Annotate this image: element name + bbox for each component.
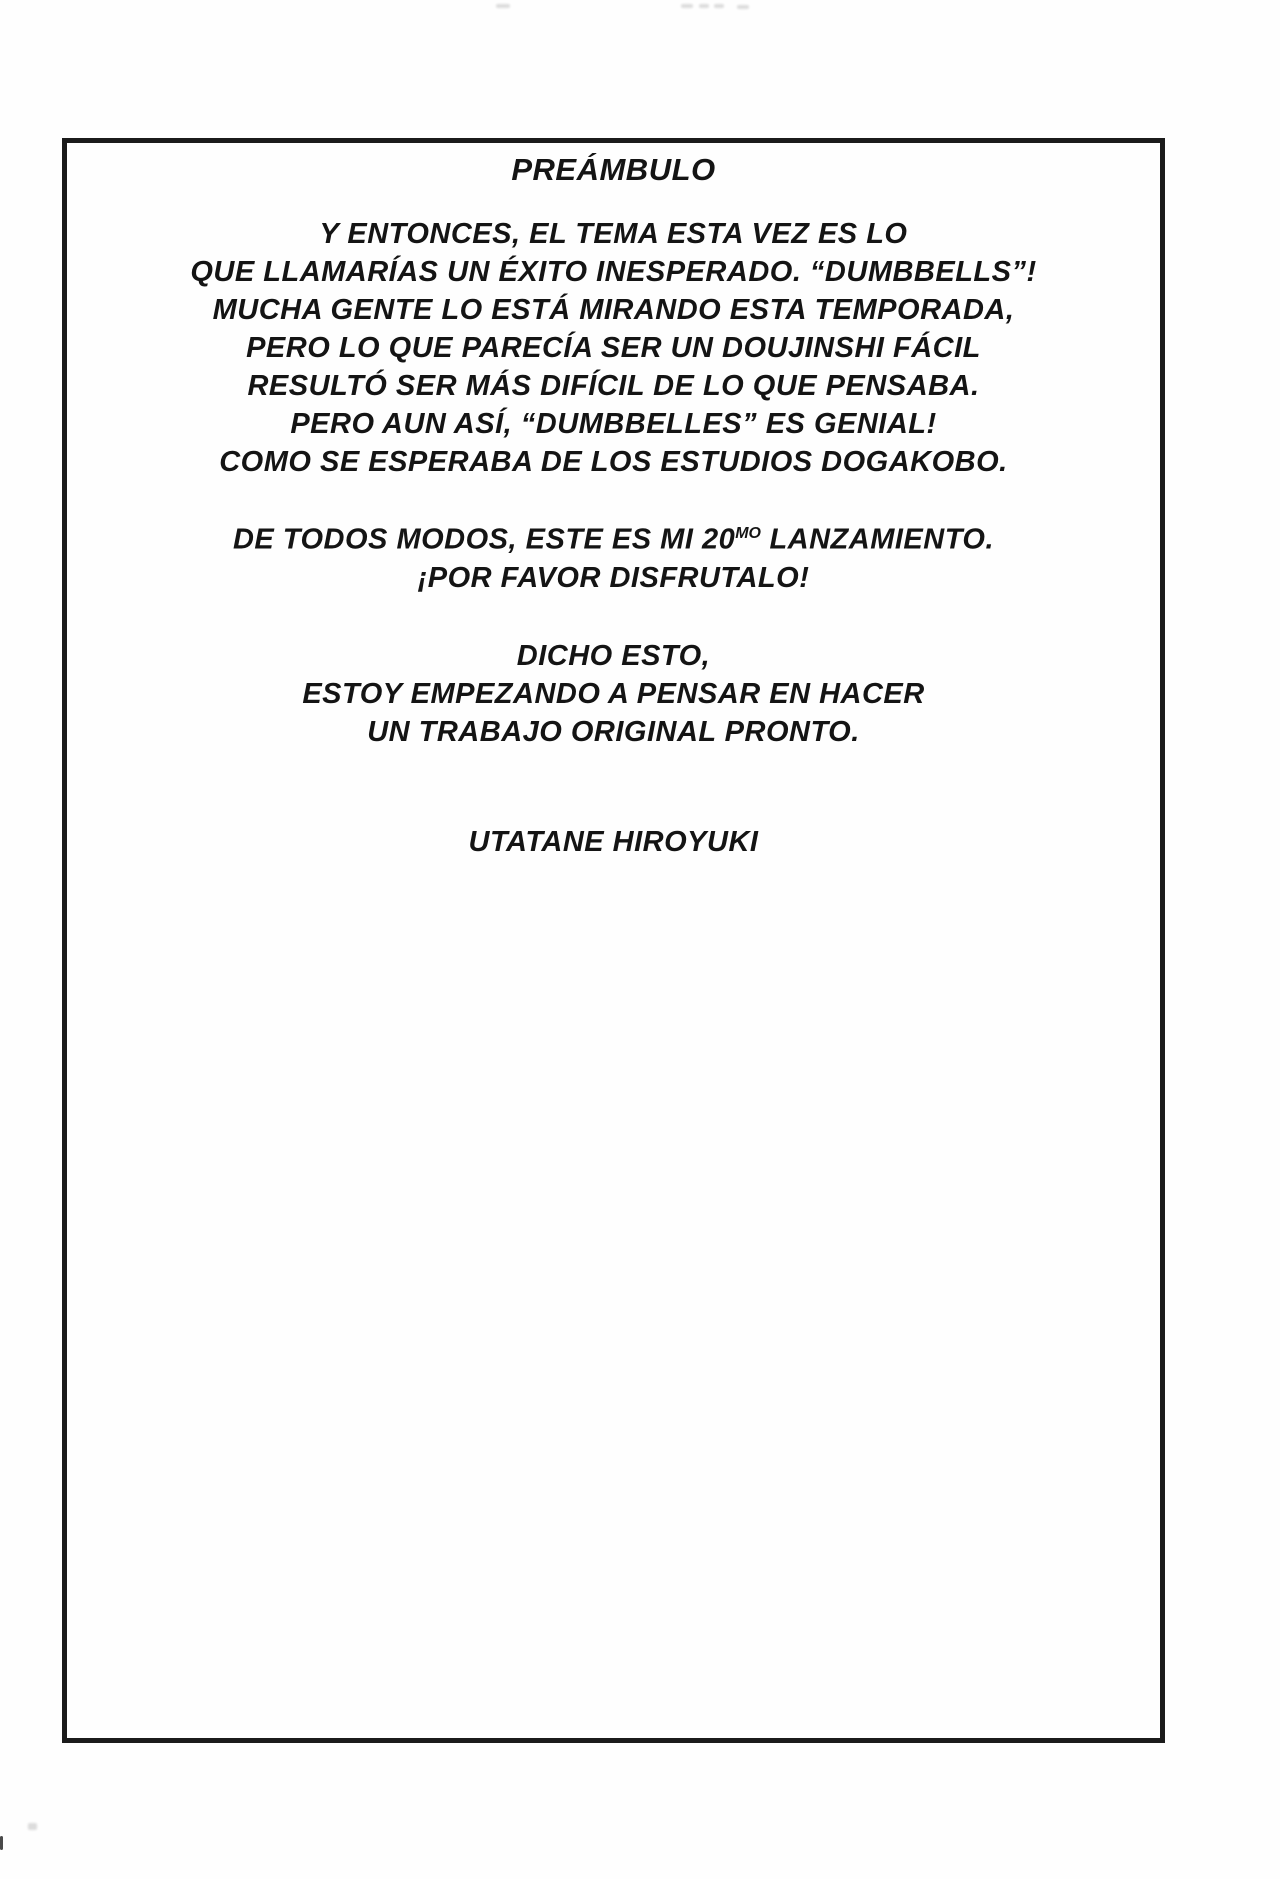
foreword-paragraph-2 [67,515,1160,597]
foreword-line-release-count [67,515,1160,559]
scan-artifact [714,4,724,8]
author-signature: UTATANE HIROYUKI [468,825,759,858]
scan-artifact [681,4,693,8]
foreword-paragraph-1 [67,215,1160,481]
foreword-line: COMO SE ESPERABA DE LOS ESTUDIOS DOGAKOBO. [219,446,1008,478]
scan-artifact [28,1823,37,1830]
foreword-line: RESULTÓ SER MÁS DIFÍCIL DE LO QUE PENSABA. [247,370,980,402]
foreword-paragraph-3 [67,637,1160,751]
foreword-line: ¡POR FAVOR DISFRUTALO! [417,561,810,594]
foreword-line: UN TRABAJO ORIGINAL PRONTO. [367,715,860,748]
preamble-title: PREÁMBULO [511,152,716,187]
foreword-text-column [67,151,1160,861]
foreword-line: PERO LO QUE PARECÍA SER UN DOUJINSHI FÁCIL [246,332,981,364]
release-ordinal-superscript: MO [735,525,761,542]
foreword-line: ESTOY EMPEZANDO A PENSAR EN HACER [302,677,925,710]
foreword-line: Y ENTONCES, EL TEMA ESTA VEZ ES LO [319,218,908,250]
foreword-line: QUE LLAMARÍAS UN ÉXITO INESPERADO. “DUMBBELLS”! [190,256,1037,288]
foreword-line: MUCHA GENTE LO ESTÁ MIRANDO ESTA TEMPORADA, [212,294,1015,326]
release-line-prefix: DE TODOS MODOS, ESTE ES MI 20 [232,523,736,556]
scan-artifact [737,5,749,9]
foreword-line: DICHO ESTO, [516,639,711,672]
scan-artifact [0,1836,3,1850]
release-line-suffix: LANZAMIENTO. [760,523,995,556]
foreword-line: PERO AUN ASÍ, “DUMBBELLES” ES GENIAL! [290,408,937,440]
page-border-frame [62,138,1165,1743]
scan-artifact [496,4,510,8]
scan-artifact [699,4,709,8]
